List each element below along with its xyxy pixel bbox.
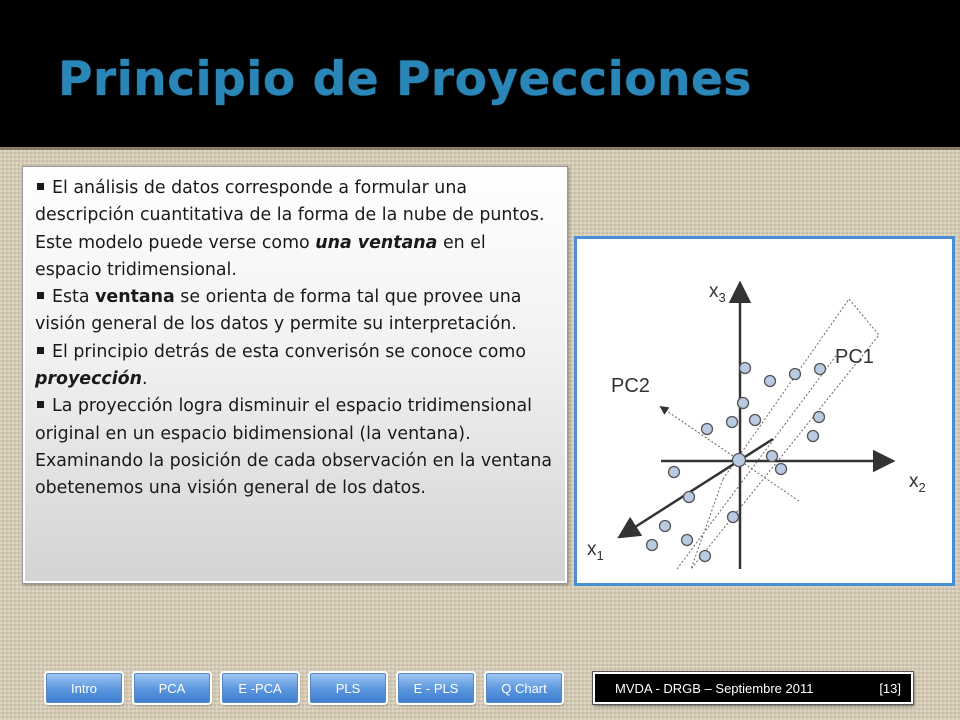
slide-title: Principio de Proyecciones <box>58 52 752 107</box>
data-point <box>702 424 713 435</box>
text-panel <box>22 166 568 584</box>
pc1-label: PC1 <box>835 346 874 368</box>
footer <box>593 672 913 704</box>
bullet-text: se orienta de forma tal que provee una visión general de los datos y permite su interpretación. <box>35 287 522 335</box>
data-point <box>790 369 801 380</box>
bullet-text: La proyección logra disminuir el espacio tridimensional original en un espacio bidimensional (la ventana). Examinando la posición de cada observación en la ventana obetenemos una visión general de los datos. <box>35 396 553 499</box>
data-point <box>776 464 787 475</box>
bullet-item <box>35 284 557 339</box>
bullet-text: una ventana <box>315 232 438 253</box>
data-point <box>727 417 738 428</box>
projection-figure <box>574 236 955 586</box>
bullet-text: ventana <box>95 287 175 308</box>
data-point <box>738 398 749 409</box>
bullet-item <box>35 175 557 284</box>
bullet-text: . <box>142 369 148 390</box>
data-point <box>647 540 658 551</box>
data-point <box>682 535 693 546</box>
x3-label: $x_3$ <box>709 281 726 305</box>
pc1-axis <box>677 349 841 569</box>
data-point <box>767 451 778 462</box>
projection-plane <box>691 299 879 569</box>
nav-button-e-pls[interactable]: E - PLS <box>398 673 474 703</box>
nav-button-e-pca[interactable]: E -PCA <box>222 673 298 703</box>
x1-label: $x_1$ <box>587 539 604 563</box>
bullet-text: El principio detrás de esta converisón se conoce como <box>52 341 526 362</box>
page-number: [13] <box>879 680 901 696</box>
bullet-text: proyección <box>35 369 143 390</box>
bullet-marker <box>37 183 44 190</box>
nav-button-q-chart[interactable]: Q Chart <box>486 673 562 703</box>
bullet-item <box>35 393 557 502</box>
bullet-marker <box>37 292 44 299</box>
nav-button-intro[interactable]: Intro <box>46 673 122 703</box>
nav-button-pls[interactable]: PLS <box>310 673 386 703</box>
projection-diagram <box>577 239 952 583</box>
data-point <box>669 467 680 478</box>
data-point <box>808 431 819 442</box>
bullet-text: Esta <box>52 287 96 308</box>
x2-label: $x_2$ <box>909 471 926 495</box>
data-point <box>815 364 826 375</box>
bullet-item <box>35 339 557 394</box>
data-point <box>740 363 751 374</box>
data-point <box>765 376 776 387</box>
data-point <box>700 551 711 562</box>
bullet-marker <box>37 401 44 408</box>
footer-text: MVDA - DRGB – Septiembre 2011 <box>615 680 814 696</box>
pc2-label: PC2 <box>611 375 650 397</box>
bullet-marker <box>37 347 44 354</box>
data-point <box>750 415 761 426</box>
data-point <box>814 412 825 423</box>
data-point <box>728 512 739 523</box>
bullet-text: El análisis de datos corresponde a formular una descripción cuantitativa de la forma de la nube de puntos. Este modelo puede verse como <box>35 178 545 253</box>
data-point <box>733 454 746 467</box>
data-point <box>660 521 671 532</box>
bullet-text: en el espacio tridimensional. <box>35 232 486 280</box>
x1-axis <box>621 439 773 536</box>
title-bar <box>0 0 960 150</box>
nav-button-pca[interactable]: PCA <box>134 673 210 703</box>
data-point <box>684 492 695 503</box>
